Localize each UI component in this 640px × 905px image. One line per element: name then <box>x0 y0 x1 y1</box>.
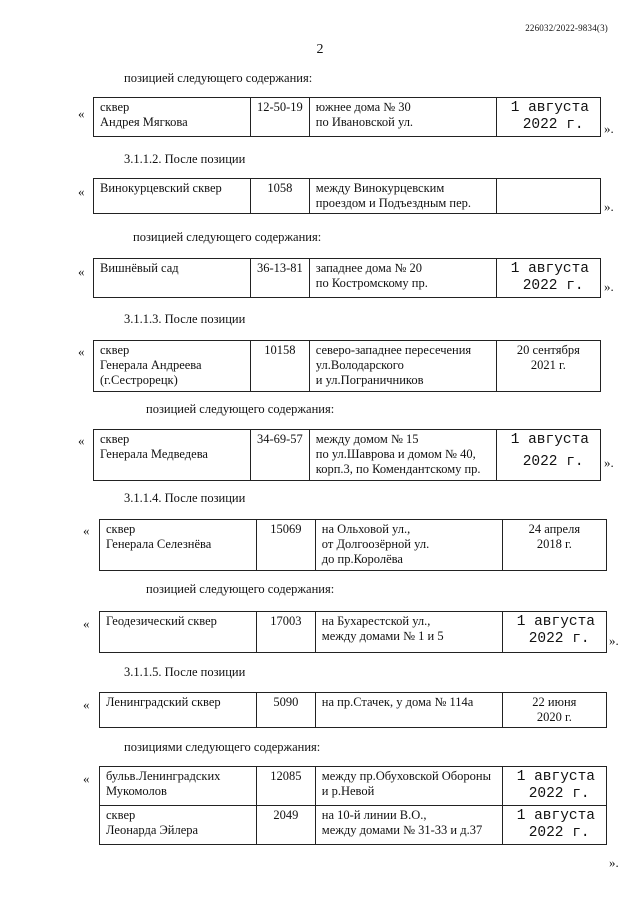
open-quote: « <box>83 616 90 631</box>
date-cell: 1 августа 2022 г. <box>496 259 600 298</box>
code-cell: 17003 <box>256 612 315 653</box>
intro-text-3: позицией следующего содержания: <box>146 402 335 416</box>
code-cell: 34-69-57 <box>250 430 309 481</box>
location-cell: северо-западнее пересечения ул.Володарского и ул.Пограничников <box>309 341 496 392</box>
code-cell: 12085 <box>256 767 315 806</box>
section-heading-3-1-1-2: 3.1.1.2. После позиции <box>124 152 246 166</box>
location-cell: между Винокурцевским проездом и Подъездным пер. <box>309 179 496 214</box>
intro-text-2: позицией следующего содержания: <box>133 230 322 244</box>
close-quote: ». <box>609 633 619 648</box>
date-cell: 1 августа 2022 г. <box>502 767 606 806</box>
table-row <box>94 98 601 137</box>
code-cell: 15069 <box>256 520 315 571</box>
name-cell: Ленинградский сквер <box>100 693 257 728</box>
location-cell: южнее дома № 30 по Ивановской ул. <box>309 98 496 137</box>
open-quote: « <box>78 184 85 199</box>
location-cell: западнее дома № 20 по Костромскому пр. <box>309 259 496 298</box>
code-cell: 12-50-19 <box>250 98 309 137</box>
intro-text-5: позициями следующего содержания: <box>124 740 321 754</box>
location-cell: между домом № 15 по ул.Шаврова и домом № 40, корп.3, по Комендантскому пр. <box>309 430 496 481</box>
name-cell: сквер Андрея Мягкова <box>94 98 251 137</box>
table-row <box>100 806 607 845</box>
open-quote: « <box>78 106 85 121</box>
name-cell: сквер Леонарда Эйлера <box>100 806 257 845</box>
table-row <box>100 693 607 728</box>
register-table-5 <box>93 429 601 481</box>
name-cell: сквер Генерала Селезнёва <box>100 520 257 571</box>
close-quote: ». <box>604 279 614 294</box>
table-row <box>94 430 601 481</box>
table-row <box>94 259 601 298</box>
open-quote: « <box>83 697 90 712</box>
name-cell: Геодезический сквер <box>100 612 257 653</box>
close-quote: ». <box>604 121 614 136</box>
table-row <box>100 520 607 571</box>
open-quote: « <box>78 433 85 448</box>
register-table-7 <box>99 611 607 653</box>
location-cell: на Ольховой ул., от Долгоозёрной ул. до пр.Королёва <box>315 520 502 571</box>
section-heading-3-1-1-3: 3.1.1.3. После позиции <box>124 312 246 326</box>
close-quote: ». <box>604 455 614 470</box>
close-quote: ». <box>604 199 614 214</box>
register-table-6 <box>99 519 607 571</box>
register-table-2 <box>93 178 601 214</box>
date-cell: 1 августа 2022 г. <box>496 430 600 481</box>
date-cell: 1 августа 2022 г. <box>496 98 600 137</box>
section-heading-3-1-1-4: 3.1.1.4. После позиции <box>124 491 246 505</box>
name-cell: Вишнёвый сад <box>94 259 251 298</box>
register-table-8 <box>99 692 607 728</box>
open-quote: « <box>78 264 85 279</box>
document-number: 226032/2022-9834(3) <box>525 23 608 33</box>
code-cell: 5090 <box>256 693 315 728</box>
register-table-4 <box>93 340 601 392</box>
date-cell: 1 августа 2022 г. <box>502 806 606 845</box>
open-quote: « <box>78 344 85 359</box>
location-cell: между пр.Обуховской Обороны и р.Невой <box>315 767 502 806</box>
intro-text-1: позицией следующего содержания: <box>124 71 313 85</box>
name-cell: сквер Генерала Медведева <box>94 430 251 481</box>
location-cell: на пр.Стачек, у дома № 114а <box>315 693 502 728</box>
name-cell: Винокурцевский сквер <box>94 179 251 214</box>
code-cell: 2049 <box>256 806 315 845</box>
open-quote: « <box>83 771 90 786</box>
section-heading-3-1-1-5: 3.1.1.5. После позиции <box>124 665 246 679</box>
table-row <box>94 341 601 392</box>
location-cell: на Бухарестской ул., между домами № 1 и 5 <box>315 612 502 653</box>
name-cell: сквер Генерала Андреева (г.Сестрорецк) <box>94 341 251 392</box>
register-table-3 <box>93 258 601 298</box>
register-table-1 <box>93 97 601 137</box>
date-cell: 24 апреля 2018 г. <box>502 520 606 571</box>
table-row <box>94 179 601 214</box>
intro-text-4: позицией следующего содержания: <box>146 582 335 596</box>
register-table-9 <box>99 766 607 845</box>
code-cell: 36-13-81 <box>250 259 309 298</box>
date-cell <box>496 179 600 214</box>
table-row <box>100 767 607 806</box>
date-cell: 1 августа 2022 г. <box>502 612 606 653</box>
date-cell: 20 сентября 2021 г. <box>496 341 600 392</box>
date-cell: 22 июня 2020 г. <box>502 693 606 728</box>
name-cell: бульв.Ленинградских Мукомолов <box>100 767 257 806</box>
code-cell: 1058 <box>250 179 309 214</box>
close-quote: ». <box>609 855 619 870</box>
page-number: 2 <box>316 42 324 57</box>
code-cell: 10158 <box>250 341 309 392</box>
open-quote: « <box>83 523 90 538</box>
table-row <box>100 612 607 653</box>
location-cell: на 10-й линии В.О., между домами № 31-33 и д.37 <box>315 806 502 845</box>
